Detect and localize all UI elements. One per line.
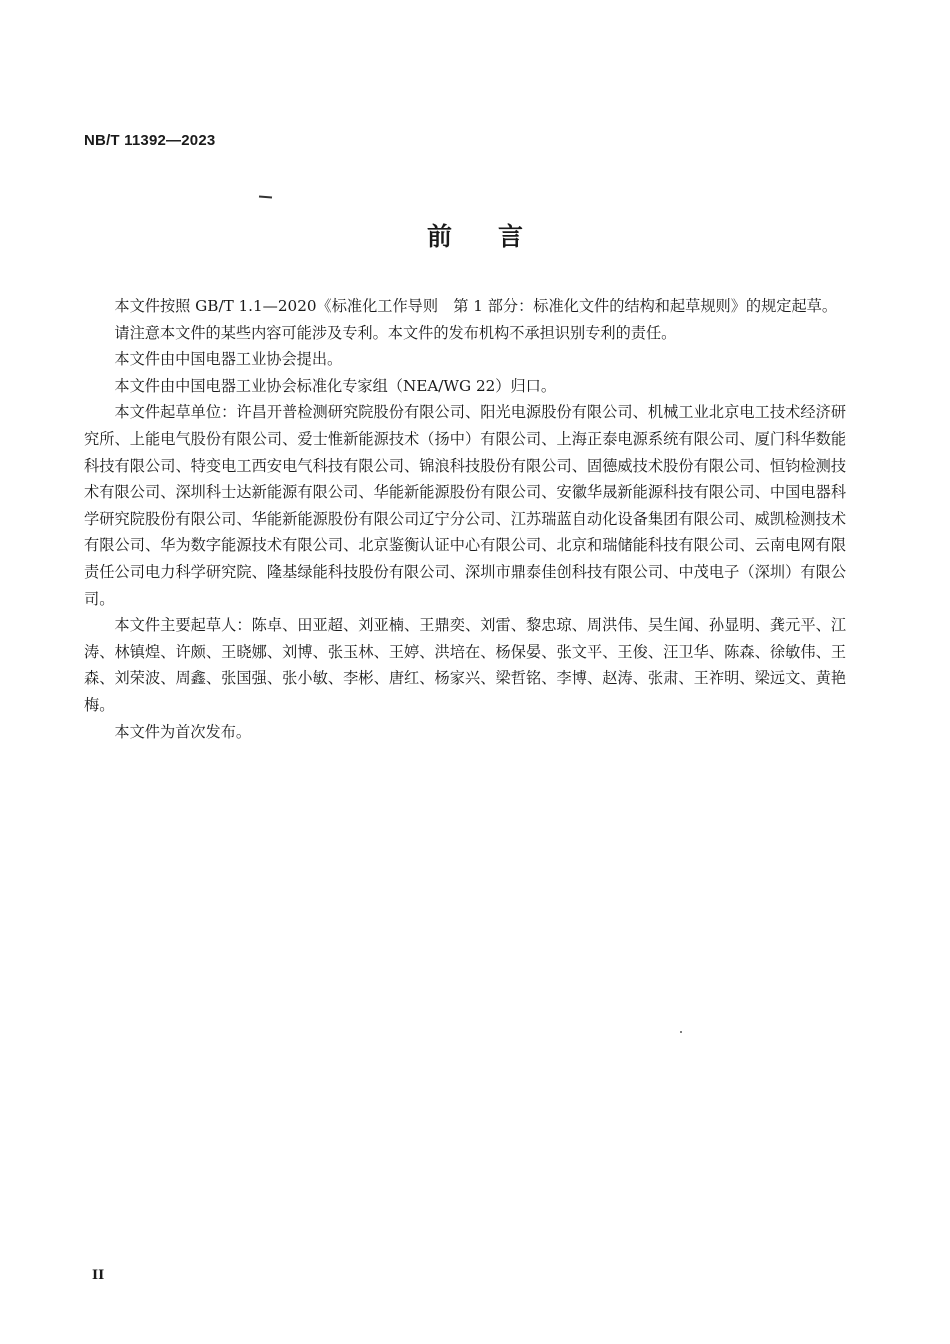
paragraph-first-release: 本文件为首次发布。 <box>114 722 252 741</box>
scan-dot <box>680 1031 682 1033</box>
page-number: II <box>92 1268 105 1283</box>
paragraph-technical-committee: 本文件由中国电器工业协会标准化专家组（NEA/WG 22）归口。 <box>114 376 557 395</box>
paragraph-drafting-rules: 本文件按照 GB/T 1.1—2020《标准化工作导则 第 1 部分：标准化文件的结构和起草规则》的规定起草。 <box>114 297 838 315</box>
foreword-body <box>84 293 846 745</box>
paragraph-patent-notice: 请注意本文件的某些内容可能涉及专利。本文件的发布机构不承担识别专利的责任。 <box>114 323 677 342</box>
paragraph-drafters: 本文件主要起草人：陈卓、田亚超、刘亚楠、王鼎奕、刘雷、黎忠琼、周洪伟、吴生闻、孙显明、龚元平、江涛、林镇煌、许颇、王晓娜、刘博、张玉林、王婷、洪培在、杨保晏、张文平、王俊、汪卫华、陈森、徐敏伟、王森、刘荣波、周鑫、张国强、张小敏、李彬、唐红、杨家兴、梁哲铭、李博、赵涛、张肃、王祚明、梁远文、黄艳梅。 <box>84 616 846 714</box>
page-title: 前言 <box>426 222 569 251</box>
standard-code: NB/T 11392—2023 <box>84 132 216 149</box>
paragraph-proposer: 本文件由中国电器工业协会提出。 <box>114 350 343 369</box>
paragraph-drafting-organizations: 本文件起草单位：许昌开普检测研究院股份有限公司、阳光电源股份有限公司、机械工业北京电工技术经济研究所、上能电气股份有限公司、爱士惟新能源技术（扬中）有限公司、上海正泰电源系统有限公司、厦门科华数能科技有限公司、特变电工西安电气科技有限公司、锦浪科技股份有限公司、固德威技术股份有限公司、恒钧检测技术有限公司、深圳科士达新能源有限公司、华能新能源股份有限公司、安徽华晟新能源科技有限公司、中国电器科学研究院股份有限公司、华能新能源股份有限公司辽宁分公司、江苏瑞蓝自动化设备集团有限公司、威凯检测技术有限公司、华为数字能源技术有限公司、北京鉴衡认证中心有限公司、北京和瑞储能科技有限公司、云南电网有限责任公司电力科学研究院、隆基绿能科技股份有限公司、深圳市鼎泰佳创科技有限公司、中茂电子（深圳）有限公司。 <box>84 403 846 608</box>
scan-mark <box>259 196 272 199</box>
